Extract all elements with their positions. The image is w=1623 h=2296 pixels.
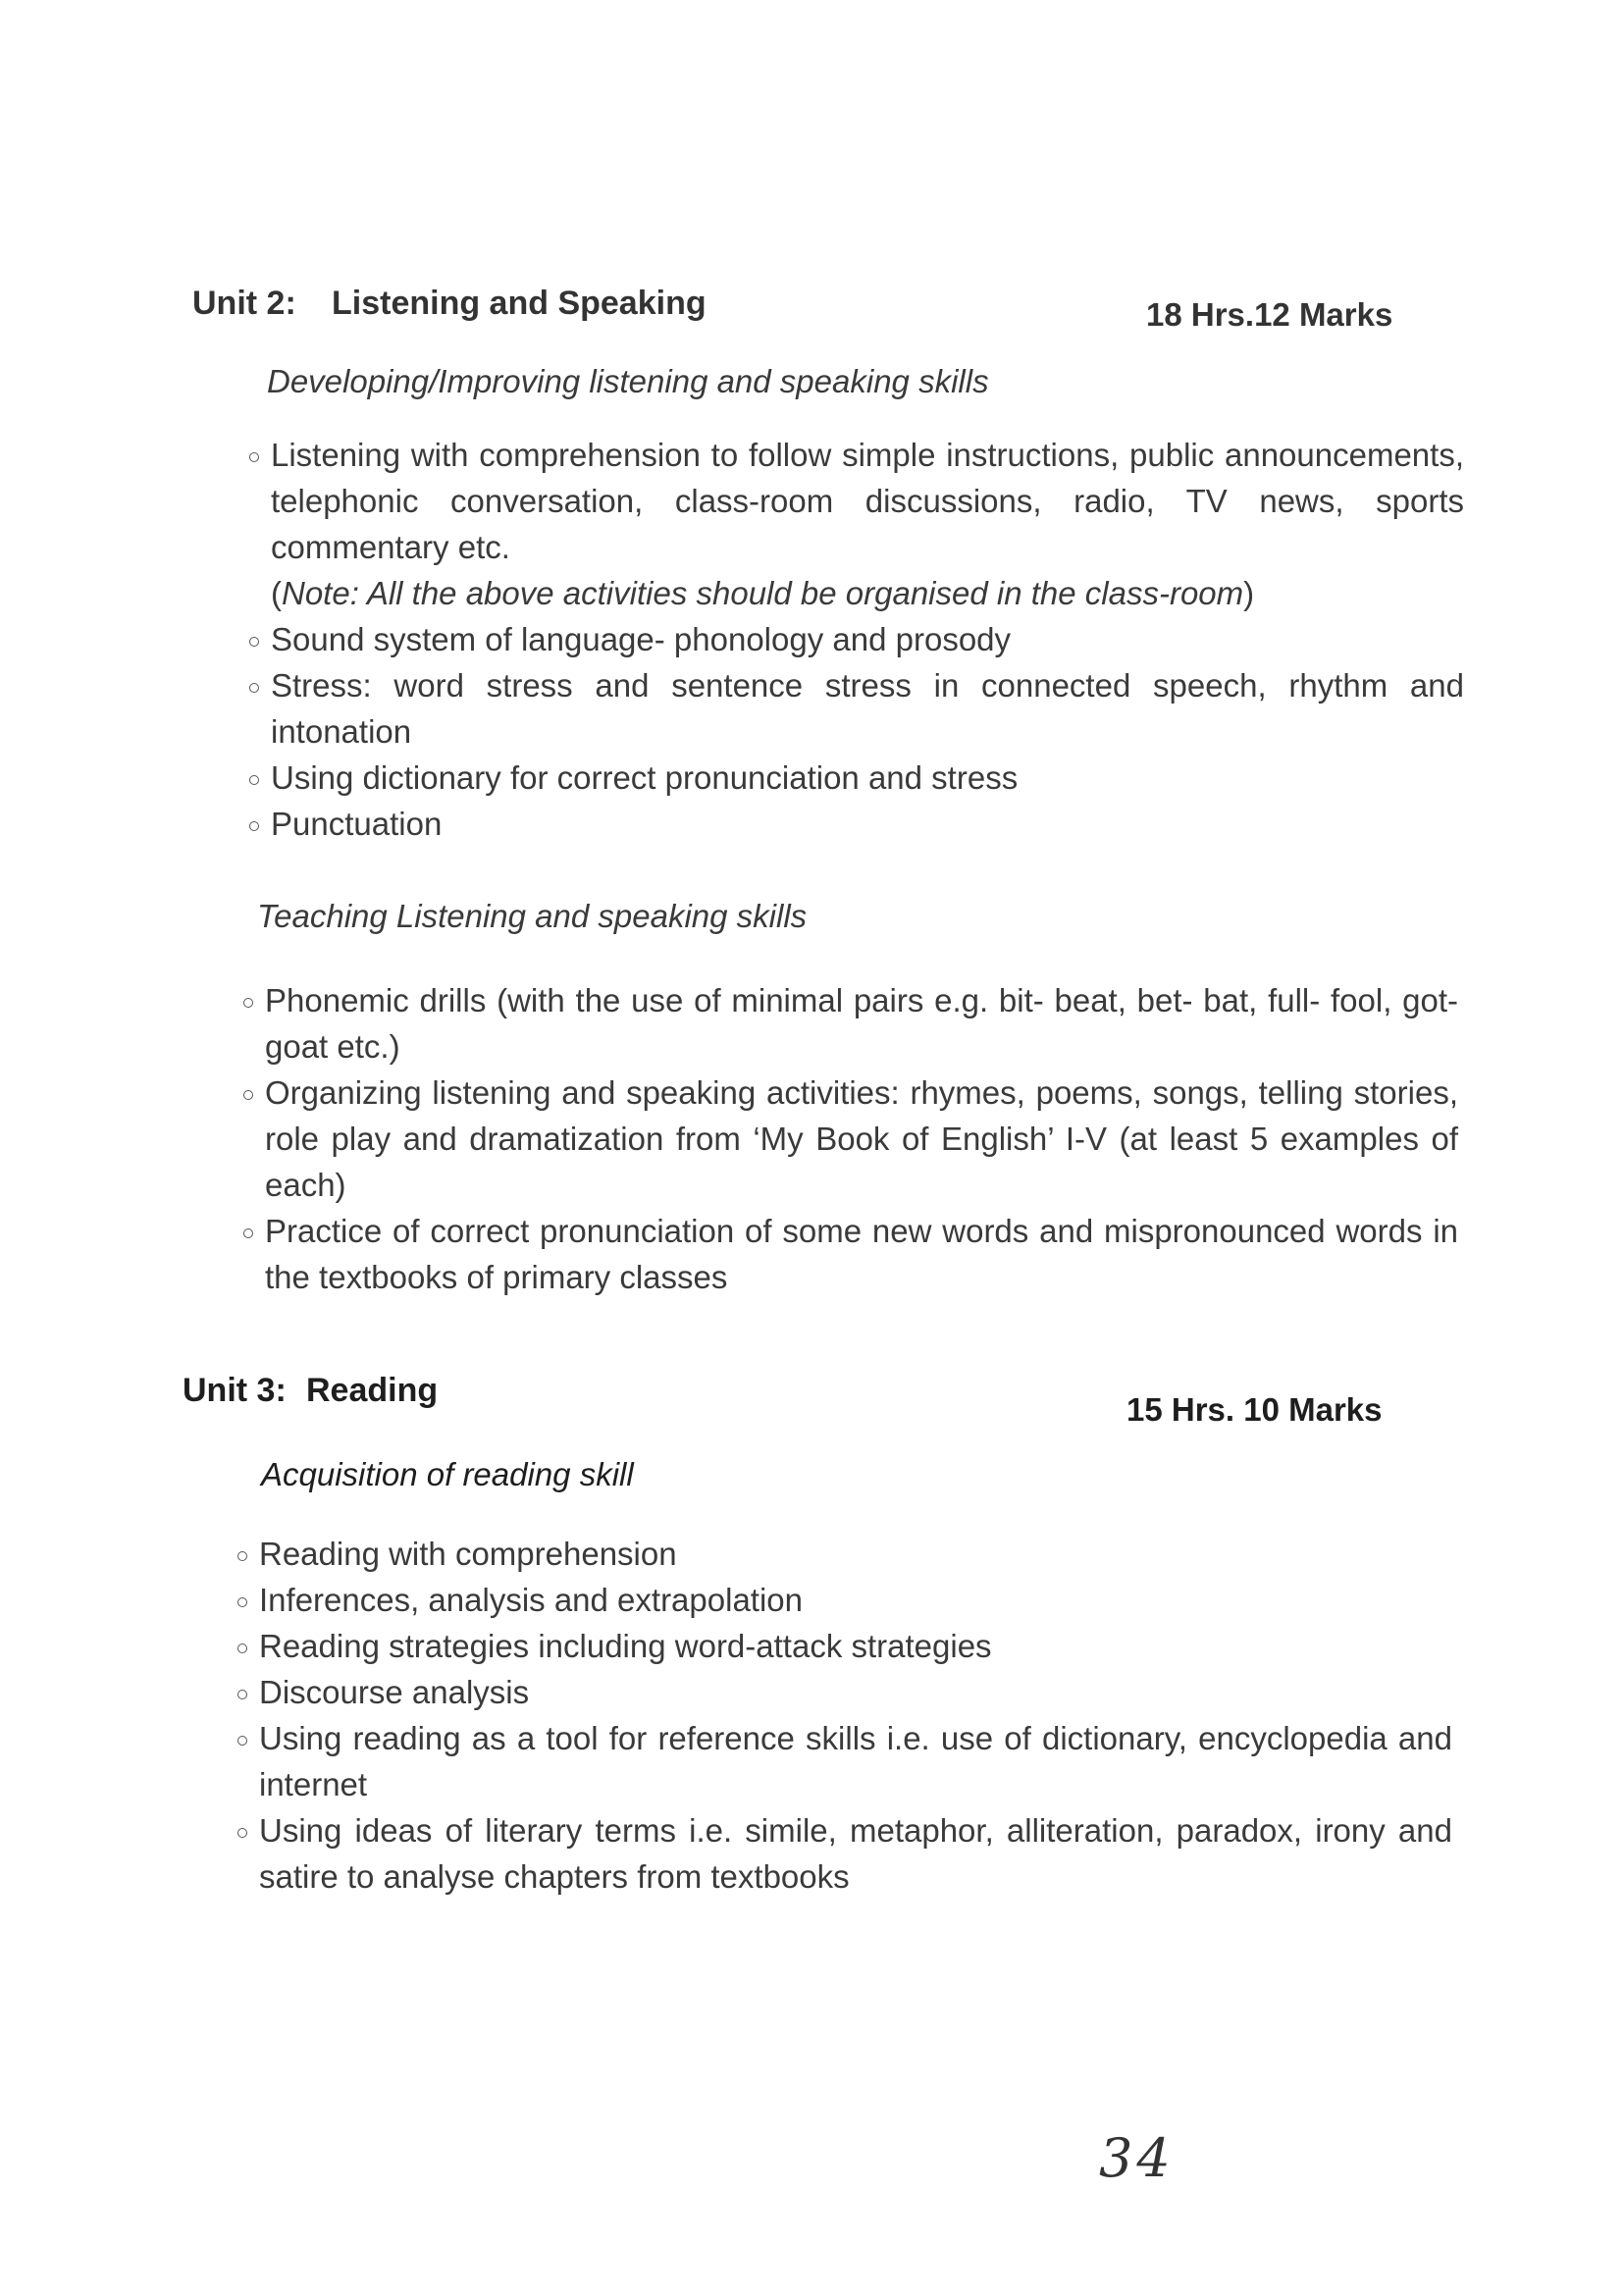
list-item: Stress: word stress and sentence stress in connected speech, rhythm and intonation bbox=[247, 662, 1464, 755]
page-number: 34 bbox=[1099, 2127, 1175, 2189]
unit2-title: Listening and Speaking bbox=[332, 285, 707, 322]
unit3-heading bbox=[183, 1372, 438, 1410]
unit3-section1-list bbox=[236, 1531, 1452, 1900]
list-item: Discourse analysis bbox=[236, 1669, 1452, 1715]
unit3-title: Reading bbox=[306, 1372, 439, 1409]
unit3-hours-marks: 15 Hrs. 10 Marks bbox=[1126, 1391, 1383, 1428]
list-item: Reading with comprehension bbox=[236, 1531, 1452, 1577]
unit2-label: Unit 2: bbox=[192, 285, 296, 322]
unit2-hours-marks: 18 Hrs.12 Marks bbox=[1146, 296, 1393, 333]
unit2-section1-heading: Developing/Improving listening and speaking skills bbox=[267, 363, 989, 399]
list-item: Using dictionary for correct pronunciation and stress bbox=[247, 755, 1464, 801]
list-item: Practice of correct pronunciation of some new words and mispronounced words in the textbooks of primary classes bbox=[241, 1208, 1458, 1300]
list-item: Inferences, analysis and extrapolation bbox=[236, 1577, 1452, 1623]
list-item: Reading strategies including word-attack strategies bbox=[236, 1623, 1452, 1669]
list-item: Using reading as a tool for reference skills i.e. use of dictionary, encyclopedia and internet bbox=[236, 1715, 1452, 1807]
unit2-section2-heading: Teaching Listening and speaking skills bbox=[257, 898, 808, 934]
unit2-section2-list bbox=[241, 977, 1458, 1300]
unit2-heading bbox=[192, 285, 707, 323]
unit3-label: Unit 3: bbox=[183, 1372, 287, 1409]
list-item: Punctuation bbox=[247, 801, 1464, 847]
list-item: Listening with comprehension to follow simple instructions, public announcements, telephonic conversation, class-room discussions, radio, TV news, sports commentary etc. (Note: All the above activities should be organised in the class-room) bbox=[247, 432, 1464, 616]
list-item: Phonemic drills (with the use of minimal pairs e.g. bit- beat, bet- bat, full- fool, got- goat etc.) bbox=[241, 977, 1458, 1070]
list-item: Sound system of language- phonology and prosody bbox=[247, 616, 1464, 662]
list-item: Using ideas of literary terms i.e. simile, metaphor, alliteration, paradox, irony and satire to analyse chapters from textbooks bbox=[236, 1807, 1452, 1900]
list-item: Organizing listening and speaking activities: rhymes, poems, songs, telling stories, role play and dramatization from ‘My Book of English’ I-V (at least 5 examples of each) bbox=[241, 1070, 1458, 1208]
unit2-section1-list bbox=[247, 432, 1464, 847]
unit3-section1-heading: Acquisition of reading skill bbox=[261, 1456, 634, 1492]
note-text: (Note: All the above activities should be organised in the class-room) bbox=[271, 575, 1255, 611]
